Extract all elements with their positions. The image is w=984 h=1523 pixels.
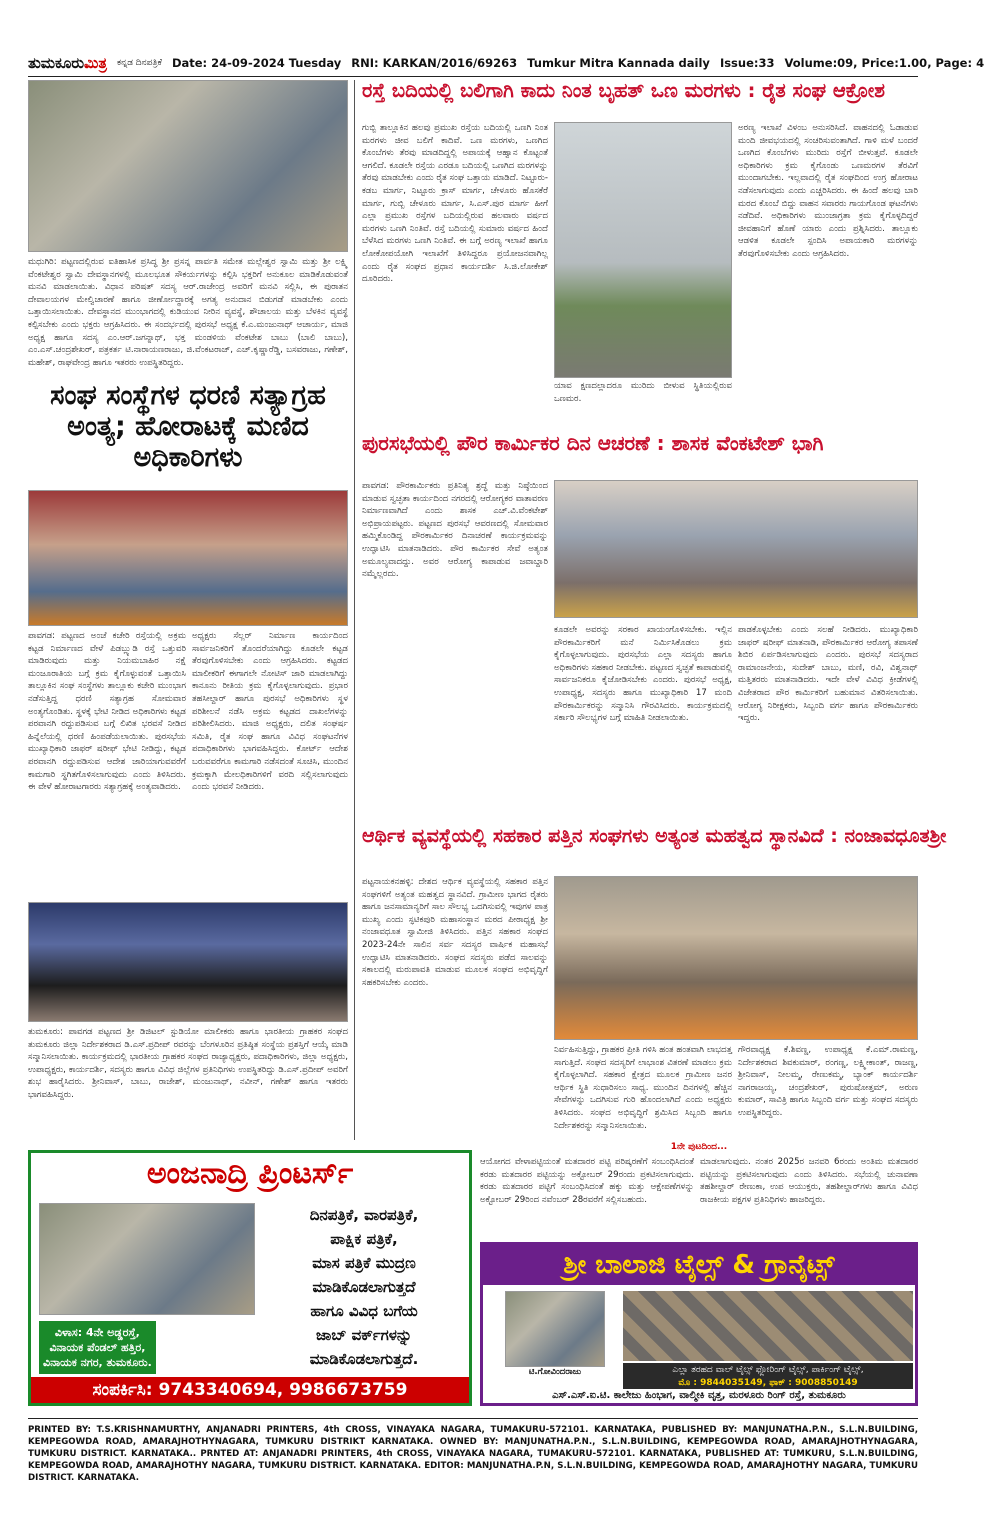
story4-headline: ರಸ್ತೆ ಬದಿಯಲ್ಲಿ ಬಲಿಗಾಗಿ ಕಾದು ನಿಂತ ಬೃಹತ್ ಒಣ ಮರಗಳು : ರೈತ ಸಂಘ ಆಕ್ರೋಶ — [362, 79, 885, 102]
masthead — [28, 52, 984, 74]
story4-col2: ಅರಣ್ಯ ಇಲಾಖೆ ವಿಳಂಬ ಅನುಸರಿಸಿದೆ. ವಾಹನದಲ್ಲಿ ಓಡಾಡುವ ಮಂದಿ ಜೀವಭಯದಲ್ಲಿ ಸಂಚರಿಸುವಂತಾಗಿದೆ. ಗಾಳಿ ಮಳೆ ಬಂದರೆ ಒಣಗಿದ ಕೊಂಬೆಗಳು ಮುರಿದು ರಸ್ತೆಗೆ ಬೀಳುತ್ತವೆ. ಕೂಡಲೇ ಅಧಿಕಾರಿಗಳು ಕ್ರಮ ಕೈಗೊಂಡು ಒಣಮರಗಳ ತೆರವಿಗೆ ಮುಂದಾಗಬೇಕು. ಇಲ್ಲವಾದಲ್ಲಿ ರೈತ ಸಂಘದಿಂದ ಉಗ್ರ ಹೋರಾಟ ನಡೆಸಲಾಗುವುದು ಎಂದು ಎಚ್ಚರಿಸಿದರು. ಈ ಹಿಂದೆ ಹಲವು ಬಾರಿ ಮರದ ಕೊಂಬೆ ಬಿದ್ದು ವಾಹನ ಸವಾರರು ಗಾಯಗೊಂಡ ಘಟನೆಗಳು ನಡೆದಿವೆ. ಅಧಿಕಾರಿಗಳು ಮುಂಜಾಗ್ರತಾ ಕ್ರಮ ಕೈಗೊಳ್ಳದಿದ್ದರೆ ಜೀವಹಾನಿಗೆ ಹೊಣೆ ಯಾರು ಎಂದು ಪ್ರಶ್ನಿಸಿದರು. ತಾಲ್ಲೂಕು ಆಡಳಿತ ಕೂಡಲೇ ಸ್ಪಂದಿಸಿ ಅಪಾಯಕಾರಿ ಮರಗಳನ್ನು ತೆರವುಗೊಳಿಸಬೇಕು ಎಂದು ಆಗ್ರಹಿಸಿದರು. — [738, 123, 918, 259]
ad1-title: ಅಂಜನಾದ್ರಿ ಪ್ರಿಂಟರ್ಸ್ — [146, 1156, 354, 1191]
footer-rule — [28, 1418, 918, 1419]
ad2-address: ಎಸ್.ಎಸ್.ಐ.ಟಿ. ಕಾಲೇಜು ಹಿಂಭಾಗ, ವಾಲ್ಮೀಕಿ ವೃತ್ತ, ಮರಳೂರು ರಿಂಗ್ ರಸ್ತೆ, ತುಮಕೂರು — [483, 1389, 915, 1403]
newspaper-logo: ತುಮಕೂರುಮಿತ್ರ — [28, 54, 107, 72]
ad1-line: ಪಾಕ್ಷಿಕ ಪತ್ರಿಕೆ, — [330, 1230, 398, 1248]
logo-subtitle: ಕನ್ನಡ ದಿನಪತ್ರಿಕೆ — [116, 58, 162, 68]
ad1-address-line: ವಿನಾಯಕ ಪೆಂಡಲ್ ಹತ್ತಿರ, — [49, 1341, 146, 1354]
story4-photo-caption: ಯಾವ ಕ್ಷಣದಲ್ಲಾದರೂ ಮುರಿದು ಬೀಳುವ ಸ್ಥಿತಿಯಲ್ಲಿರುವ ಒಣಮರ. — [554, 381, 732, 404]
story4-col1: ಗುಬ್ಬಿ ತಾಲ್ಲೂಕಿನ ಹಲವು ಪ್ರಮುಖ ರಸ್ತೆಯ ಬದಿಯಲ್ಲಿ ಒಣಗಿ ನಿಂತ ಮರಗಳು ಜೀವ ಬಲಿಗೆ ಕಾದಿವೆ. ಒಣ ಮರಗಳು, ಒಣಗಿದ ಕೊಂಬೆಗಳು ತೆರವು ಮಾಡದಿದ್ದಲ್ಲಿ ಅಪಾಯಕ್ಕೆ ಆಹ್ವಾನ ಕೊಟ್ಟಂತೆ ಆಗಲಿದೆ. ಕೂಡಲೇ ರಸ್ತೆಯ ಎರಡೂ ಬದಿಯಲ್ಲಿ ಒಣಗಿದ ಮರಗಳನ್ನು ತೆರವು ಮಾಡಬೇಕು ಎಂದು ರೈತ ಸಂಘ ಒತ್ತಾಯ ಮಾಡಿದೆ. ನಿಟ್ಟೂರು-ಕಡಬ ಮಾರ್ಗ, ನಿಟ್ಟೂರು ಕ್ರಾಸ್ ಮಾರ್ಗ, ಚೇಳೂರು ಹೊಸಕೆರೆ ಮಾರ್ಗ, ಗುಬ್ಬಿ ಚೇಳೂರು ಮಾರ್ಗ, ಸಿ.ಎಸ್.ಪುರ ಮಾರ್ಗ ಹೀಗೆ ಎಲ್ಲಾ ಪ್ರಮುಖ ರಸ್ತೆಗಳ ಬದಿಯಲ್ಲಿರುವ ಹಲವಾರು ವರ್ಷದ ಮರಗಳು ಒಣಗಿ ನಿಂತಿವೆ. ರಸ್ತೆ ಬದಿಯಲ್ಲಿ ಸುಮಾರು ವರ್ಷದ ಹಿಂದೆ ಬೆಳೆಸಿದ ಮರಗಳು ಒಣಗಿ ನಿಂತಿವೆ. ಈ ಬಗ್ಗೆ ಅರಣ್ಯ ಇಲಾಖೆ ಹಾಗೂ ಲೋಕೋಪಯೋಗಿ ಇಲಾಖೆಗೆ ತಿಳಿಸಿದ್ದರೂ ಪ್ರಯೋಜನವಾಗಿಲ್ಲ ಎಂದು ರೈತ ಸಂಘದ ಪ್ರಧಾನ ಕಾರ್ಯದರ್ಶಿ ಸಿ.ಜಿ.ಲೋಕೇಶ್ ದೂರಿದರು. — [362, 123, 548, 285]
ad1-services — [259, 1203, 469, 1371]
ad1-line: ಮಾಡಿಕೊಡಲಾಗುತ್ತದೆ. — [309, 1350, 419, 1368]
continued-notice-col2: ಮಾಡಲಾಗುವುದು. ನಂತರ 2025ರ ಜನವರಿ 6ರಂದು ಅಂತಿಮ ಮತದಾರರ ಪಟ್ಟಿಯನ್ನು ಪ್ರಕಟಿಸಲಾಗುವುದು ಎಂದು ತಿಳಿಸಿದರು. ಸಭೆಯಲ್ಲಿ ಚುನಾವಣಾ ತಹಶೀಲ್ದಾರ್ ರೇಣುಕಾ, ಉಪ ಆಯುಕ್ತರು, ತಹಶೀಲ್ದಾರ್‌ಗಳು ಹಾಗೂ ವಿವಿಧ ರಾಜಕೀಯ ಪಕ್ಷಗಳ ಪ್ರತಿನಿಧಿಗಳು ಹಾಜರಿದ್ದರು. — [700, 1157, 918, 1205]
ad1-contact: ಸಂಪರ್ಕಿಸಿ: 9743340694, 9986673759 — [31, 1377, 469, 1403]
ad1-line: ಮಾಸ ಪತ್ರಿಕೆ ಮುದ್ರಣ — [312, 1254, 416, 1272]
paper-name: Tumkur Mitra Kannada daily — [527, 56, 710, 70]
issue-date: Date: 24-09-2024 Tuesday — [171, 56, 342, 70]
anjanadri-printers-ad — [28, 1150, 472, 1406]
rni-number: RNI: KARKAN/2016/69263 — [351, 56, 518, 70]
story2-headline: ಸಂಘ ಸಂಸ್ಥೆಗಳ ಧರಣಿ ಸತ್ಯಾಗ್ರಹ ಅಂತ್ಯ; ಹೋರಾಟಕ್ಕೆ ಮಣಿದ ಅಧಿಕಾರಿಗಳು — [50, 380, 326, 474]
story4-photo — [554, 122, 732, 378]
column-divider — [354, 80, 355, 1140]
ad1-shop-photo — [39, 1203, 255, 1315]
volume-price-page: Volume:09, Price:1.00, Page: 4 — [784, 56, 984, 70]
ad1-address-line: ವಿನಾಯಕ ನಗರ, ತುಮಕೂರು. — [43, 1356, 152, 1369]
story6-col3: ಗೌರವಾಧ್ಯಕ್ಷ ಕೆ.ಶಿವಣ್ಣ, ಉಪಾಧ್ಯಕ್ಷ ಕೆ.ಎಮ್.ರಾಮಣ್ಣ, ನಿರ್ದೇಶಕರಾದ ಶಿವಕುಮಾರ್, ರಂಗಣ್ಣ, ಲಕ್ಷ್ಮೀಕಾಂತ್, ರಾಜಣ್ಣ, ಶ್ರೀನಿವಾಸ್, ನೀಲಮ್ಮ, ರೇಣುಕಮ್ಮ, ಬ್ಯಾಂಕ್ ಕಾರ್ಯದರ್ಶಿ ನಾಗರಾಜಯ್ಯ, ಚಂದ್ರಶೇಖರ್, ಪುರುಷೋತ್ತಮ್, ಅರುಣ ಕುಮಾರ್, ಸಾವಿತ್ರಿ ಹಾಗೂ ಸಿಬ್ಬಂದಿ ವರ್ಗ ಮತ್ತು ಸಂಘದ ಸದಸ್ಯರು ಉಪಸ್ಥಿತರಿದ್ದರು. — [738, 1045, 918, 1118]
ad2-owner-photo — [505, 1291, 605, 1367]
issue-number: Issue:33 — [719, 56, 775, 70]
story6-headline: ಆರ್ಥಿಕ ವ್ಯವಸ್ಥೆಯಲ್ಲಿ ಸಹಕಾರ ಪತ್ತಿನ ಸಂಘಗಳು ಅತ್ಯಂತ ಮಹತ್ವದ ಸ್ಥಾನವಿದೆ : ನಂಜಾವಧೂತಶ್ರೀ — [362, 825, 947, 847]
ad1-line: ದಿನಪತ್ರಿಕೆ, ವಾರಪತ್ರಿಕೆ, — [309, 1206, 419, 1224]
story1-photo — [28, 80, 348, 252]
ad1-line: ಜಾಬ್ ವರ್ಕ್‌ಗಳನ್ನು — [315, 1326, 413, 1344]
ad1-line: ಮಾಡಿಕೊಡಲಾಗುತ್ತದೆ — [312, 1278, 416, 1296]
imprint-footer: PRINTED BY: T.S.KRISHNAMURTHY, ANJANADRI PRINTERS, 4th CROSS, VINAYAKA NAGARA, TUMAKURU-572101. KARNATAKA, PUBLISHED BY: MANJUNATHA.P.N., S.L.N.BUILDING, KEMPEGOWDA ROAD, AMARAJHOTHYNAGARA, TUMKURU DISTRIKT KARNATAKA. OWNED BY: MANJUNATHA.P.N., S.L.N.BUILDING, KEMPEGOWDA ROAD, AMARAJHOTHYNAGARA, TUMKURU DISTRICT. KARNATAKA.. PRNTED AT: ANJANADRI PRINTERS, 4th CROSS, VINAYAKA NAGARA, TUMAKURU-572101. KARNATAKA, PUBLISHED AT: TUMKURU, S.L.N.BUILDING, KEMPEGOWDA ROAD, AMARAJHOTHY NAGARA, TUMKURU DISTRICT. KARNATAKA. EDITOR: MANJUNATHA.P.N, S.L.N.BUILDING, KEMPEGOWDA ROAD, AMARAJHOTHY NAGARA, TUMKURU DISTRICT. KARNATAKA. — [28, 1425, 918, 1483]
story2-col1: ಪಾವಗಡ: ಪಟ್ಟಣದ ಅಂಚೆ ಕಚೇರಿ ರಸ್ತೆಯಲ್ಲಿ ಅಕ್ರಮ ಕಟ್ಟಡ ನಿರ್ಮಾಣದ ವೇಳೆ ಪಿಡಬ್ಲ್ಯುಡಿ ರಸ್ತೆ ಒತ್ತುವರಿ ಮಾಡಿರುವುದು ಮತ್ತು ನಿಯಮಬಾಹಿರ ನಕ್ಷೆ ಮಂಜೂರಾತಿಯ ಬಗ್ಗೆ ಕ್ರಮ ಕೈಗೊಳ್ಳುವಂತೆ ಒತ್ತಾಯಿಸಿ ತಾಲ್ಲೂಕಿನ ಸಂಘ ಸಂಸ್ಥೆಗಳು ತಾಲ್ಲೂಕು ಕಚೇರಿ ಮುಂಭಾಗ ನಡೆಸುತ್ತಿದ್ದ ಧರಣಿ ಸತ್ಯಾಗ್ರಹ ಸೋಮವಾರ ಅಂತ್ಯಗೊಂಡಿತು. ಸ್ಥಳಕ್ಕೆ ಭೇಟಿ ನೀಡಿದ ಅಧಿಕಾರಿಗಳು ಕಟ್ಟಡ ಪರವಾನಗಿ ರದ್ದುಪಡಿಸುವ ಬಗ್ಗೆ ಲಿಖಿತ ಭರವಸೆ ನೀಡಿದ ಹಿನ್ನೆಲೆಯಲ್ಲಿ ಧರಣಿ ಹಿಂಪಡೆಯಲಾಯಿತು. ಪುರಸಭೆಯ ಮುಖ್ಯಾಧಿಕಾರಿ ಜಾಫರ್ ಷರೀಫ್ ಭೇಟಿ ನೀಡಿದ್ದು, ಕಟ್ಟಡ ಪರವಾನಗಿ ರದ್ದುಪಡಿಸುವ ಆದೇಶ ಜಾರಿಯಾಗುವವರೆಗೆ ಕಾಮಗಾರಿ ಸ್ಥಗಿತಗೊಳಿಸಲಾಗುವುದು ಎಂದು ತಿಳಿಸಿದರು. ಈ ವೇಳೆ ಹೋರಾಟಗಾರರು ಸತ್ಯಾಗ್ರಹಕ್ಕೆ ಅಂತ್ಯವಾಡಿದರು. — [28, 631, 186, 793]
ad2-phone: ಮೊ : 9844035149, ಫಾಕ್ : 9008850149 — [678, 1378, 858, 1388]
story5-col3: ಪಾಡಕೊಳ್ಳಬೇಕು ಎಂದು ಸಲಹೆ ನೀಡಿದರು. ಮುಖ್ಯಾಧಿಕಾರಿ ಜಾಫರ್ ಷರೀಫ್ ಮಾತನಾಡಿ, ಪೌರಕಾರ್ಮಿಕರ ಆರೋಗ್ಯ ತಪಾಸಣೆ ಶಿಬಿರ ಏರ್ಪಡಿಸಲಾಗುವುದು ಎಂದರು. ಪುರಸಭೆ ಸದಸ್ಯರಾದ ರಾಮಾಂಜನೇಯ, ಸುದೇಶ್ ಬಾಬು, ಮಣಿ, ರವಿ, ವಿಶ್ವನಾಥ್ ಮತ್ತಿತರರು ಮಾತನಾಡಿದರು. ಇದೇ ವೇಳೆ ವಿವಿಧ ಕ್ರೀಡೆಗಳಲ್ಲಿ ವಿಜೇತರಾದ ಪೌರ ಕಾರ್ಮಿಕರಿಗೆ ಬಹುಮಾನ ವಿತರಿಸಲಾಯಿತು. ಆರೋಗ್ಯ ನಿರೀಕ್ಷಕರು, ಸಿಬ್ಬಂದಿ ವರ್ಗ ಹಾಗೂ ಪೌರಕಾರ್ಮಿಕರು ಇದ್ದರು. — [738, 625, 918, 724]
story6-col1: ಪಟ್ಟನಾಯಕನಹಳ್ಳಿ: ದೇಶದ ಆರ್ಥಿಕ ವ್ಯವಸ್ಥೆಯಲ್ಲಿ ಸಹಕಾರ ಪತ್ತಿನ ಸಂಘಗಳಿಗೆ ಅತ್ಯಂತ ಮಹತ್ವದ ಸ್ಥಾನವಿದೆ. ಗ್ರಾಮೀಣ ಭಾಗದ ರೈತರು ಹಾಗೂ ಜನಸಾಮಾನ್ಯರಿಗೆ ಸಾಲ ಸೌಲಭ್ಯ ಒದಗಿಸುವಲ್ಲಿ ಇವುಗಳ ಪಾತ್ರ ಮುಖ್ಯ ಎಂದು ಸ್ಫಟಿಕಪುರಿ ಮಹಾಸಂಸ್ಥಾನ ಮಠದ ಪೀಠಾಧ್ಯಕ್ಷ ಶ್ರೀ ನಂಜಾವಧೂತ ಸ್ವಾಮೀಜಿ ತಿಳಿಸಿದರು. ಪತ್ತಿನ ಸಹಕಾರ ಸಂಘದ 2023-24ನೇ ಸಾಲಿನ ಸರ್ವ ಸದಸ್ಯರ ವಾರ್ಷಿಕ ಮಹಾಸಭೆ ಉದ್ಘಾಟಿಸಿ ಮಾತನಾಡಿದರು. ಸಂಘದ ಸದಸ್ಯರು ಪಡೆದ ಸಾಲವನ್ನು ಸಕಾಲದಲ್ಲಿ ಮರುಪಾವತಿ ಮಾಡುವ ಮೂಲಕ ಸಂಘದ ಅಭಿವೃದ್ಧಿಗೆ ಸಹಕರಿಸಬೇಕು ಎಂದರು. — [362, 877, 548, 988]
ad2-info — [623, 1363, 913, 1389]
story2-photo — [28, 490, 348, 626]
story3-body: ತುಮಕೂರು: ಪಾವಗಡ ಪಟ್ಟಣದ ಶ್ರೀ ಡಿಜಿಟಲ್ ಸ್ಟುಡಿಯೋ ಮಾಲೀಕರು ಹಾಗೂ ಭಾರತೀಯ ಗ್ರಾಹಕರ ಸಂಘದ ತುಮಕೂರು ಜಿಲ್ಲಾ ನಿರ್ದೇಶಕರಾದ ಡಿ.ಎಸ್.ಪ್ರದೀಪ್ ರವರನ್ನು ಬೆಂಗಳೂರಿನ ಪ್ರತಿಷ್ಠಿತ ಸಂಸ್ಥೆಯ ಪ್ರಶಸ್ತಿಗೆ ಆಯ್ಕೆ ಮಾಡಿ ಸನ್ಮಾನಿಸಲಾಯಿತು. ಕಾರ್ಯಕ್ರಮದಲ್ಲಿ ಭಾರತೀಯ ಗ್ರಾಹಕರ ಸಂಘದ ರಾಜ್ಯಾಧ್ಯಕ್ಷರು, ಪದಾಧಿಕಾರಿಗಳು, ಜಿಲ್ಲಾ ಅಧ್ಯಕ್ಷರು, ಉಪಾಧ್ಯಕ್ಷರು, ಕಾರ್ಯದರ್ಶಿ, ಸದಸ್ಯರು ಹಾಗೂ ವಿವಿಧ ಜಿಲ್ಲೆಗಳ ಪ್ರತಿನಿಧಿಗಳು ಉಪಸ್ಥಿತರಿದ್ದು ಡಿ.ಎಸ್.ಪ್ರದೀಪ್ ಅವರಿಗೆ ಶುಭ ಹಾರೈಸಿದರು. ಶ್ರೀನಿವಾಸ್, ಬಾಬು, ರಾಜೇಶ್, ಮಂಜುನಾಥ್, ನವೀನ್, ಗಣೇಶ್ ಹಾಗೂ ಇತರರು ಭಾಗವಹಿಸಿದ್ದರು. — [28, 1027, 348, 1100]
story3-photo — [28, 902, 348, 1022]
continued-notice-col1: ಆಯೋಗದ ವೇಳಾಪಟ್ಟಿಯಂತೆ ಮತದಾರರ ಪಟ್ಟಿ ಪರಿಷ್ಕರಣೆಗೆ ಸಂಬಂಧಿಸಿದಂತೆ ಕರಡು ಮತದಾರರ ಪಟ್ಟಿಯನ್ನು ಅಕ್ಟೋಬರ್ 29ರಂದು ಪ್ರಕಟಿಸಲಾಗುವುದು. ಕರಡು ಮತದಾರರ ಪಟ್ಟಿಗೆ ಸಂಬಂಧಿಸಿದಂತೆ ಹಕ್ಕು ಮತ್ತು ಆಕ್ಷೇಪಣೆಗಳನ್ನು ಅಕ್ಟೋಬರ್ 29ರಿಂದ ನವೆಂಬರ್ 28ರವರೆಗೆ ಸಲ್ಲಿಸಬಹುದು. — [480, 1157, 694, 1205]
masthead-rule — [28, 76, 918, 77]
story5-col1-cont — [362, 624, 548, 820]
ad1-address-line: ವಿಳಾಸ: 4ನೇ ಅಡ್ಡರಸ್ತೆ, — [54, 1326, 140, 1339]
story5-headline: ಪುರಸಭೆಯಲ್ಲಿ ಪೌರ ಕಾರ್ಮಿಕರ ದಿನ ಆಚರಣೆ : ಶಾಸಕ ವೆಂಕಟೇಶ್ ಭಾಗಿ — [362, 431, 824, 455]
ad2-info-line: ಎಲ್ಲಾ ತರಹದ ವಾಲ್ ಟೈಲ್ಸ್ ಫ್ಲೋರಿಂಗ್ ಟೈಲ್ಸ್, ಪಾರ್ಕಿಂಗ್ ಟೈಲ್ಸ್, — [672, 1365, 864, 1375]
story5-col2: ಕೂಡಲೇ ಅವರನ್ನು ಸರಕಾರ ಖಾಯಂಗೊಳಿಸಬೇಕು. ಇಲ್ಲಿನ ಪೌರಕಾರ್ಮಿಕರಿಗೆ ಮನೆ ನಿರ್ಮಿಸಿಕೊಡಲು ಕ್ರಮ ಕೈಗೊಳ್ಳಲಾಗುವುದು. ಪುರಸಭೆಯ ಎಲ್ಲಾ ಸದಸ್ಯರು ಹಾಗೂ ಅಧಿಕಾರಿಗಳು ಸಹಕಾರ ನೀಡಬೇಕು. ಪಟ್ಟಣದ ಸ್ವಚ್ಛತೆ ಕಾಪಾಡುವಲ್ಲಿ ಸಾರ್ವಜನಿಕರೂ ಕೈಜೋಡಿಸಬೇಕು ಎಂದರು. ಪುರಸಭೆ ಅಧ್ಯಕ್ಷ, ಉಪಾಧ್ಯಕ್ಷ, ಸದಸ್ಯರು ಹಾಗೂ ಮುಖ್ಯಾಧಿಕಾರಿ 17 ಮಂದಿ ಪೌರಕಾರ್ಮಿಕರನ್ನು ಸನ್ಮಾನಿಸಿ ಗೌರವಿಸಿದರು. ಕಾರ್ಯಕ್ರಮದಲ್ಲಿ ಸರ್ಕಾರಿ ಸೌಲಭ್ಯಗಳ ಬಗ್ಗೆ ಮಾಹಿತಿ ನೀಡಲಾಯಿತು. — [554, 625, 732, 724]
continued-notice-title: 1ನೇ ಪುಟದಿಂದ... — [670, 1142, 728, 1152]
story5-col1: ಪಾವಗಡ: ಪೌರಕಾರ್ಮಿಕರು ಪ್ರತಿನಿತ್ಯ ಶ್ರದ್ಧೆ ಮತ್ತು ನಿಷ್ಠೆಯಿಂದ ಮಾಡುವ ಸ್ವಚ್ಛತಾ ಕಾರ್ಯದಿಂದ ನಗರದಲ್ಲಿ ಆರೋಗ್ಯಕರ ವಾತಾವರಣ ನಿರ್ಮಾಣವಾಗಿದೆ ಎಂದು ಶಾಸಕ ಎಚ್.ವಿ.ವೆಂಕಟೇಶ್ ಅಭಿಪ್ರಾಯಪಟ್ಟರು. ಪಟ್ಟಣದ ಪುರಸಭೆ ಆವರಣದಲ್ಲಿ ಸೋಮವಾರ ಹಮ್ಮಿಕೊಂಡಿದ್ದ ಪೌರಕಾರ್ಮಿಕರ ದಿನಾಚರಣೆ ಕಾರ್ಯಕ್ರಮವನ್ನು ಉದ್ಘಾಟಿಸಿ ಮಾತನಾಡಿದರು. ಪೌರ ಕಾರ್ಮಿಕರ ಸೇವೆ ಅತ್ಯಂತ ಅಮೂಲ್ಯವಾದದ್ದು. ಅವರ ಆರೋಗ್ಯ ಕಾಪಾಡುವ ಜವಾಬ್ದಾರಿ ನಮ್ಮೆಲ್ಲರದು. — [362, 481, 548, 580]
balaji-tiles-ad — [480, 1242, 918, 1406]
ad1-address — [39, 1321, 156, 1374]
story5-photo — [554, 480, 918, 618]
ad2-tiles-image — [623, 1291, 913, 1361]
ad2-owner-name: ಟಿ.ಗೋವಿಂದರಾಜು — [528, 1367, 582, 1377]
ad1-line: ಹಾಗೂ ವಿವಿಧ ಬಗೆಯ — [310, 1302, 418, 1320]
story6-photo — [554, 876, 918, 1040]
story1-body: ಮಧುಗಿರಿ: ಪಟ್ಟಣದಲ್ಲಿರುವ ಐತಿಹಾಸಿಕ ಪ್ರಸಿದ್ಧ ಶ್ರೀ ಪ್ರಸನ್ನ ಪಾರ್ವತಿ ಸಮೇತ ಮಲ್ಲೇಶ್ವರ ಸ್ವಾಮಿ ಮತ್ತು ಶ್ರೀ ಲಕ್ಷ್ಮಿ ವೆಂಕಟೇಶ್ವರ ಸ್ವಾಮಿ ದೇವಸ್ಥಾನಗಳಲ್ಲಿ ಮೂಲಭೂತ ಸೌಕರ್ಯಗಳನ್ನು ಕಲ್ಪಿಸಿ ಭಕ್ತರಿಗೆ ಅನುಕೂಲ ಮಾಡಿಕೊಡುವಂತೆ ಮನವಿ ಮಾಡಲಾಯಿತು. ವಿಧಾನ ಪರಿಷತ್ ಸದಸ್ಯ ಆರ್.ರಾಜೇಂದ್ರ ಅವರಿಗೆ ಮನವಿ ಸಲ್ಲಿಸಿ, ಈ ಪುರಾತನ ದೇವಾಲಯಗಳ ಮೇಲ್ವಿಚಾರಣೆ ಹಾಗೂ ಜೀರ್ಣೋದ್ಧಾರಕ್ಕೆ ಅಗತ್ಯ ಅನುದಾನ ಬಿಡುಗಡೆ ಮಾಡಬೇಕು ಎಂದು ಒತ್ತಾಯಿಸಲಾಯಿತು. ದೇವಸ್ಥಾನದ ಮುಂಭಾಗದಲ್ಲಿ ಕುಡಿಯುವ ನೀರಿನ ವ್ಯವಸ್ಥೆ, ಶೌಚಾಲಯ ಮತ್ತು ಬೆಳಕಿನ ವ್ಯವಸ್ಥೆ ಕಲ್ಪಿಸಬೇಕು ಎಂದು ಭಕ್ತರು ಆಗ್ರಹಿಸಿದರು. ಈ ಸಂದರ್ಭದಲ್ಲಿ ಪುರಸಭೆ ಅಧ್ಯಕ್ಷ ಕೆ.ಎ.ಮಂಜುನಾಥ್ ಆಚಾರ್ಯ, ಮಾಜಿ ಅಧ್ಯಕ್ಷ ಹಾಗೂ ಸದಸ್ಯ ಎಂ.ಆರ್.ಜಗನ್ನಾಥ್, ಭಕ್ತ ಮಂಡಳಿಯ ವೆಂಕಟೇಶ ಬಾಬು (ಬಾಲಿ ಬಾಬು), ಎಂ.ಎಸ್.ಚಂದ್ರಶೇಖರ್, ಪತ್ರಕರ್ತ ಟಿ.ನಾರಾಯಣರಾಜು, ಜಿ.ವೆಂಕಟರಾಜ್, ಎಚ್.ಕೃಷ್ಣಾರೆಡ್ಡಿ, ಬಸವರಾಜು, ಗಣೇಶ್, ಮಹೇಶ್, ರಾಘವೇಂದ್ರ ಹಾಗೂ ಇತರರು ಉಪಸ್ಥಿತರಿದ್ದರು. — [28, 257, 348, 368]
ad2-title: ಶ್ರೀ ಬಾಲಾಜಿ ಟೈಲ್ಸ್ & ಗ್ರಾನೈಟ್ಸ್ — [483, 1245, 915, 1285]
story2-col2: ಅಧ್ಯಕ್ಷರು ಸೆಲ್ಲರ್ ನಿರ್ಮಾಣ ಕಾರ್ಯದಿಂದ ಸಾರ್ವಜನಿಕರಿಗೆ ತೊಂದರೆಯಾಗಿದ್ದು ಕೂಡಲೇ ಕಟ್ಟಡ ತೆರವುಗೊಳಿಸಬೇಕು ಎಂದು ಆಗ್ರಹಿಸಿದರು. ಕಟ್ಟಡದ ಮಾಲೀಕರಿಗೆ ಈಗಾಗಲೇ ನೋಟಿಸ್ ಜಾರಿ ಮಾಡಲಾಗಿದ್ದು ಕಾನೂನು ರೀತಿಯ ಕ್ರಮ ಕೈಗೊಳ್ಳಲಾಗುವುದು. ಪ್ರಭಾರ ತಹಸೀಲ್ದಾರ್ ಹಾಗೂ ಪುರಸಭೆ ಅಧಿಕಾರಿಗಳು ಸ್ಥಳ ಪರಿಶೀಲನೆ ನಡೆಸಿ ಅಕ್ರಮ ಕಟ್ಟಡದ ದಾಖಲೆಗಳನ್ನು ಪರಿಶೀಲಿಸಿದರು. ಮಾಜಿ ಅಧ್ಯಕ್ಷರು, ದಲಿತ ಸಂಘರ್ಷ ಸಮಿತಿ, ರೈತ ಸಂಘ ಹಾಗೂ ವಿವಿಧ ಸಂಘಟನೆಗಳ ಪದಾಧಿಕಾರಿಗಳು ಭಾಗವಹಿಸಿದ್ದರು. ಕೋರ್ಟ್ ಆದೇಶ ಬರುವವರೆಗೂ ಕಾಮಗಾರಿ ನಡೆಸದಂತೆ ಸೂಚಿಸಿ, ಮುಂದಿನ ಕ್ರಮಕ್ಕಾಗಿ ಮೇಲಧಿಕಾರಿಗಳಿಗೆ ವರದಿ ಸಲ್ಲಿಸಲಾಗುವುದು ಎಂದು ಭರವಸೆ ನೀಡಿದರು. — [192, 631, 348, 793]
story6-col2: ನಿರ್ವಹಿಸುತ್ತಿದ್ದು, ಗ್ರಾಹಕರ ಪ್ರೀತಿ ಗಳಿಸಿ ಹಂತ ಹಂತವಾಗಿ ಲಾಭದತ್ತ ಸಾಗುತ್ತಿದೆ. ಸಂಘದ ಸದಸ್ಯರಿಗೆ ಲಾಭಾಂಶ ವಿತರಣೆ ಮಾಡಲು ಕ್ರಮ ಕೈಗೊಳ್ಳಲಾಗಿದೆ. ಸಹಕಾರ ಕ್ಷೇತ್ರದ ಮೂಲಕ ಗ್ರಾಮೀಣ ಜನರ ಆರ್ಥಿಕ ಸ್ಥಿತಿ ಸುಧಾರಿಸಲು ಸಾಧ್ಯ. ಮುಂದಿನ ದಿನಗಳಲ್ಲಿ ಹೆಚ್ಚಿನ ಸೇವೆಗಳನ್ನು ಒದಗಿಸುವ ಗುರಿ ಹೊಂದಲಾಗಿದೆ ಎಂದು ಅಧ್ಯಕ್ಷರು ತಿಳಿಸಿದರು. ಸಂಘದ ಅಭಿವೃದ್ಧಿಗೆ ಶ್ರಮಿಸಿದ ಸಿಬ್ಬಂದಿ ಹಾಗೂ ನಿರ್ದೇಶಕರನ್ನು ಸನ್ಮಾನಿಸಲಾಯಿತು. — [554, 1045, 732, 1131]
